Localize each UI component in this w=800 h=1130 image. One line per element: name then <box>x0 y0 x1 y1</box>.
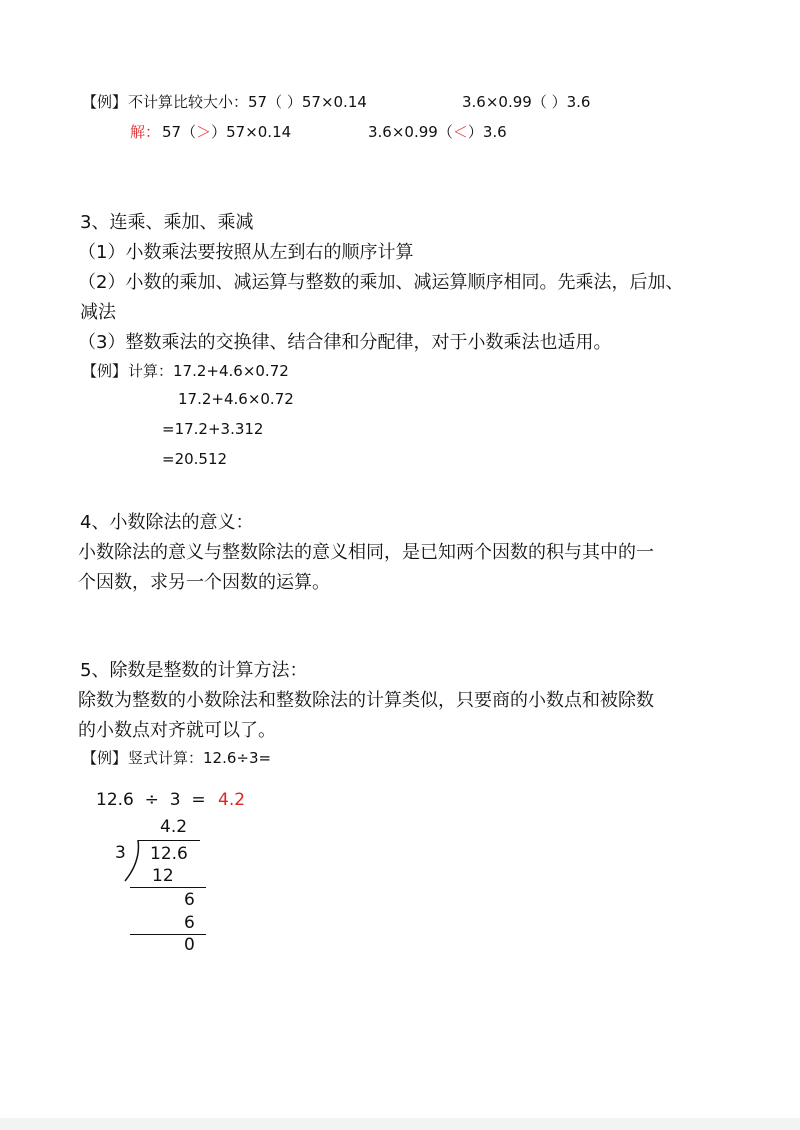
division-rule-1 <box>130 887 206 888</box>
division-remainder-1: 6 <box>184 890 195 910</box>
division-bracket-icon <box>122 839 142 883</box>
page-bottom-band <box>0 1118 800 1130</box>
division-equation-lhs: 12.6 ÷ 3 = <box>96 790 206 810</box>
section5-line2: 的小数点对齐就可以了。 <box>78 720 276 741</box>
answer-b-post: ）3.6 <box>467 123 507 141</box>
section4-line1: 小数除法的意义与整数除法的意义相同，是已知两个因数的积与其中的一 <box>78 542 654 563</box>
section4-line2: 个因数，求另一个因数的运算。 <box>78 572 330 593</box>
division-final-remainder: 0 <box>184 935 195 955</box>
section4-heading: 4、小数除法的意义： <box>80 512 254 533</box>
example-question-part2: 3.6×0.99（ ）3.6 <box>462 93 591 111</box>
section3-example-tag: 【例】 <box>82 362 128 380</box>
answer-b <box>368 121 507 142</box>
section5-heading: 5、除数是整数的计算方法： <box>80 660 308 681</box>
answer-a-pre: 57（ <box>162 123 197 141</box>
section3-item3: （3）整数乘法的交换律、结合律和分配律，对于小数乘法也适用。 <box>78 332 612 353</box>
example-question: 不计算比较大小：57（ ）57×0.14 <box>128 93 367 111</box>
section3-heading: 3、连乘、乘加、乘减 <box>80 212 254 233</box>
answer-b-sign: ＜ <box>452 123 468 141</box>
long-division <box>110 815 220 955</box>
section5-line1: 除数为整数的小数除法和整数除法的计算类似，只要商的小数点和被除数 <box>78 690 654 711</box>
section5-example-prompt: 竖式计算：12.6÷3= <box>128 749 272 767</box>
division-top-rule <box>138 840 200 841</box>
division-dividend: 12.6 <box>150 844 188 864</box>
section3-example-prompt: 计算：17.2+4.6×0.72 <box>128 362 289 380</box>
answer-b-pre: 3.6×0.99（ <box>368 123 453 141</box>
answer-a <box>162 121 291 142</box>
division-divisor: 3 <box>115 843 126 863</box>
section5-example-tag: 【例】 <box>82 749 128 767</box>
section3-item2-line1: （2）小数的乘加、减运算与整数的乘加、减运算顺序相同。先乘法，后加、 <box>78 272 684 293</box>
division-partial-1: 12 <box>152 866 174 886</box>
section3-item2-line2: 减法 <box>80 302 116 323</box>
calc-step-3: =20.512 <box>162 450 228 468</box>
answer-a-post: ）57×0.14 <box>211 123 292 141</box>
answer-label: 解： <box>130 123 161 141</box>
calc-step-2: =17.2+3.312 <box>162 420 264 438</box>
section3-item1: （1）小数乘法要按照从左到右的顺序计算 <box>78 242 414 263</box>
example-tag: 【例】 <box>82 93 128 111</box>
answer-a-sign: ＞ <box>196 123 212 141</box>
division-quotient: 4.2 <box>160 817 188 837</box>
division-equation-result: 4.2 <box>218 790 246 810</box>
division-partial-2: 6 <box>184 913 195 933</box>
calc-step-1: 17.2+4.6×0.72 <box>178 390 294 408</box>
